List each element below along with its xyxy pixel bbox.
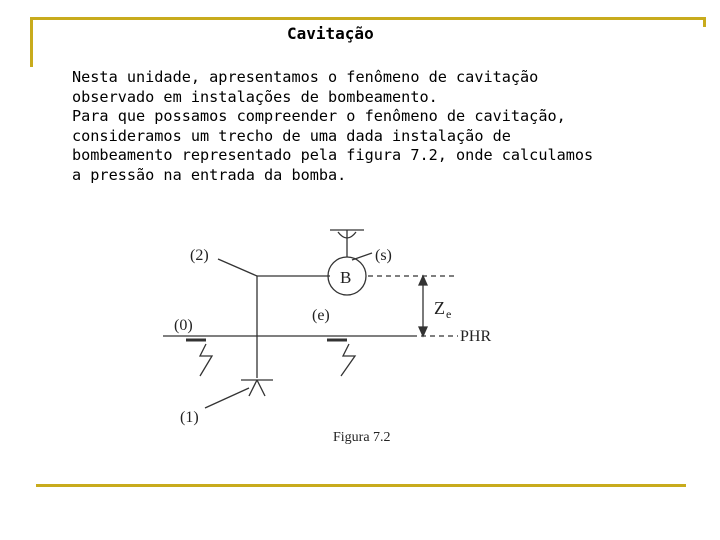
label-point-s: (s) <box>375 247 392 264</box>
label-ze: Z <box>434 298 445 318</box>
label-point-2: (2) <box>190 247 209 264</box>
squiggle-right <box>341 344 355 376</box>
leader-1 <box>205 388 249 408</box>
paragraph-line: Nesta unidade, apresentamos o fenômeno de cavitação <box>72 68 539 86</box>
paragraph-line: Para que possamos compreender o fenômeno de cavitação, <box>72 107 566 126</box>
figure-caption: Figura 7.2 <box>333 430 391 445</box>
leader-s <box>352 253 372 260</box>
slide-title: Cavitação <box>287 24 374 43</box>
paragraph-line: consideramos um trecho de uma dada instalação de <box>72 126 511 145</box>
label-point-e: (e) <box>312 307 330 324</box>
paragraph-line: bombeamento representado pela figura 7.2, onde calculamos <box>72 146 594 165</box>
squiggle-left <box>200 344 212 376</box>
label-phr: PHR <box>460 328 492 345</box>
label-point-1: (1) <box>180 409 199 426</box>
ze-arrow-top <box>419 276 427 285</box>
label-ze-subscript: e <box>446 307 452 321</box>
foot-valve-right <box>257 380 265 396</box>
ze-arrow-bottom <box>419 327 427 336</box>
leader-2 <box>218 259 257 276</box>
label-point-0: (0) <box>174 317 193 334</box>
label-pump: B <box>340 268 352 287</box>
paragraph-line: a pressão na entrada da bomba. <box>72 165 347 184</box>
paragraph-line: observado em instalações de bombeamento. <box>72 87 438 106</box>
foot-valve-left <box>249 380 257 396</box>
